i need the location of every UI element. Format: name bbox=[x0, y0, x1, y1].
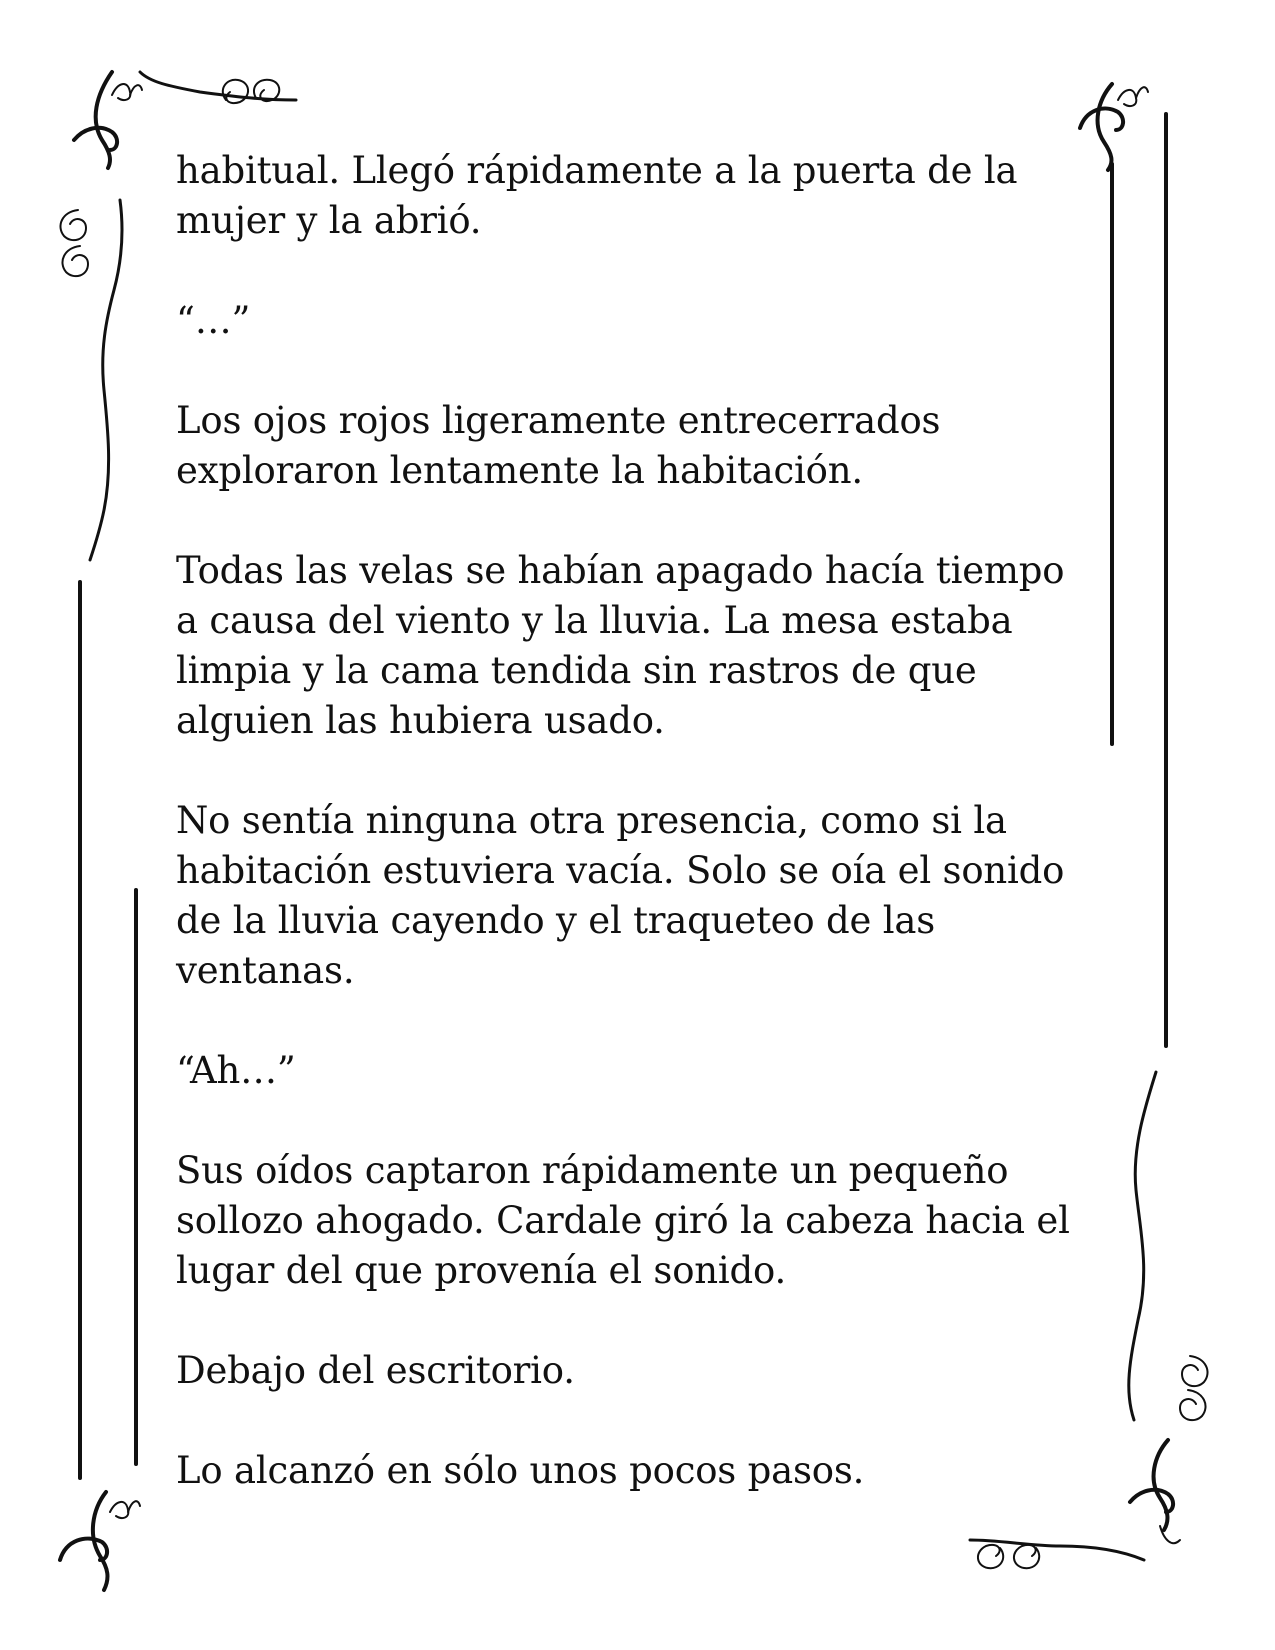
paragraph-5: No sentía ninguna otra presencia, como si la habitación estuviera vacía. Solo se oía el sonido de la lluvia cayendo y el traqueteo de las ventanas. bbox=[176, 799, 1065, 992]
story-text bbox=[176, 146, 1106, 1496]
paragraph-9: Lo alcanzó en sólo unos pocos pasos. bbox=[176, 1449, 865, 1492]
paragraph-1: habitual. Llegó rápidamente a la puerta de la mujer y la abrió. bbox=[176, 149, 1018, 242]
paragraph-2-ellipsis-dialogue: “…” bbox=[176, 299, 251, 342]
paragraph-7: Sus oídos captaron rápidamente un pequeño sollozo ahogado. Cardale giró la cabeza hacia el lugar del que provenía el sonido. bbox=[176, 1149, 1070, 1292]
paragraph-6-ah-dialogue: “Ah…” bbox=[176, 1049, 296, 1092]
paragraph-3: Los ojos rojos ligeramente entrecerrados exploraron lentamente la habitación. bbox=[176, 399, 941, 492]
paragraph-8: Debajo del escritorio. bbox=[176, 1349, 575, 1392]
flourish-bottom-left-icon bbox=[60, 1492, 140, 1590]
paragraph-4: Todas las velas se habían apagado hacía tiempo a causa del viento y la lluvia. La mesa estaba limpia y la cama tendida sin rastros de que alguien las hubiera usado. bbox=[176, 549, 1065, 742]
